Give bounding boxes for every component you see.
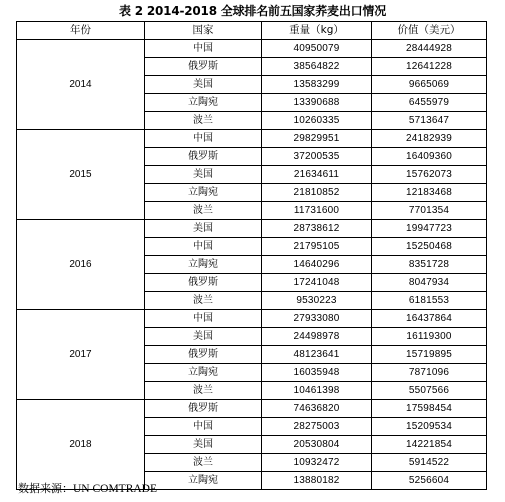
weight-cell: 14640296 — [262, 256, 372, 274]
country-cell: 美国 — [145, 328, 262, 346]
country-cell: 俄罗斯 — [145, 274, 262, 292]
weight-cell: 21634611 — [262, 166, 372, 184]
weight-cell: 28738612 — [262, 220, 372, 238]
weight-cell: 10461398 — [262, 382, 372, 400]
weight-cell: 16035948 — [262, 364, 372, 382]
table-header — [17, 22, 487, 40]
weight-cell: 13583299 — [262, 76, 372, 94]
weight-cell: 20530804 — [262, 436, 372, 454]
year-cell: 2018 — [17, 400, 145, 490]
header-weight: 重量（kg） — [262, 22, 372, 40]
weight-cell: 74636820 — [262, 400, 372, 418]
source-label: 数据来源： — [18, 482, 73, 495]
country-cell: 中国 — [145, 238, 262, 256]
weight-cell: 10260335 — [262, 112, 372, 130]
table-row — [17, 400, 487, 418]
weight-cell: 13880182 — [262, 472, 372, 490]
weight-cell: 11731600 — [262, 202, 372, 220]
header-value: 价值（美元） — [372, 22, 487, 40]
weight-cell: 21810852 — [262, 184, 372, 202]
value-cell: 24182939 — [372, 130, 487, 148]
weight-cell: 9530223 — [262, 292, 372, 310]
country-cell: 美国 — [145, 76, 262, 94]
table-row — [17, 220, 487, 238]
value-cell: 16437864 — [372, 310, 487, 328]
value-cell: 7871096 — [372, 364, 487, 382]
country-cell: 俄罗斯 — [145, 400, 262, 418]
country-cell: 中国 — [145, 418, 262, 436]
value-cell: 5713647 — [372, 112, 487, 130]
weight-cell: 48123641 — [262, 346, 372, 364]
weight-cell: 17241048 — [262, 274, 372, 292]
value-cell: 12641228 — [372, 58, 487, 76]
country-cell: 波兰 — [145, 112, 262, 130]
value-cell: 16119300 — [372, 328, 487, 346]
year-cell: 2017 — [17, 310, 145, 400]
weight-cell: 40950079 — [262, 40, 372, 58]
country-cell: 立陶宛 — [145, 94, 262, 112]
header-country: 国家 — [145, 22, 262, 40]
value-cell: 15250468 — [372, 238, 487, 256]
value-cell: 5914522 — [372, 454, 487, 472]
value-cell: 17598454 — [372, 400, 487, 418]
export-table — [16, 21, 487, 490]
value-cell: 9665069 — [372, 76, 487, 94]
country-cell: 中国 — [145, 310, 262, 328]
country-cell: 波兰 — [145, 292, 262, 310]
country-cell: 波兰 — [145, 382, 262, 400]
country-cell: 立陶宛 — [145, 184, 262, 202]
weight-cell: 24498978 — [262, 328, 372, 346]
country-cell: 立陶宛 — [145, 256, 262, 274]
country-cell: 立陶宛 — [145, 364, 262, 382]
value-cell: 6181553 — [372, 292, 487, 310]
data-source-note — [18, 482, 157, 496]
value-cell: 5256604 — [372, 472, 487, 490]
value-cell: 7701354 — [372, 202, 487, 220]
value-cell: 15719895 — [372, 346, 487, 364]
table-row — [17, 40, 487, 58]
header-year: 年份 — [17, 22, 145, 40]
weight-cell: 37200535 — [262, 148, 372, 166]
country-cell: 俄罗斯 — [145, 346, 262, 364]
table-row — [17, 310, 487, 328]
weight-cell: 28275003 — [262, 418, 372, 436]
country-cell: 美国 — [145, 436, 262, 454]
year-cell: 2016 — [17, 220, 145, 310]
country-cell: 美国 — [145, 220, 262, 238]
value-cell: 12183468 — [372, 184, 487, 202]
table-body — [17, 40, 487, 490]
value-cell: 8351728 — [372, 256, 487, 274]
value-cell: 19947723 — [372, 220, 487, 238]
source-name: UN COMTRADE — [73, 483, 158, 495]
weight-cell: 21795105 — [262, 238, 372, 256]
country-cell: 中国 — [145, 130, 262, 148]
weight-cell: 13390688 — [262, 94, 372, 112]
value-cell: 15762073 — [372, 166, 487, 184]
value-cell: 16409360 — [372, 148, 487, 166]
weight-cell: 38564822 — [262, 58, 372, 76]
country-cell: 俄罗斯 — [145, 58, 262, 76]
year-cell: 2015 — [17, 130, 145, 220]
weight-cell: 10932472 — [262, 454, 372, 472]
country-cell: 波兰 — [145, 454, 262, 472]
value-cell: 28444928 — [372, 40, 487, 58]
table-title: 表 2 2014-2018 全球排名前五国家荞麦出口情况 — [118, 4, 387, 18]
value-cell: 6455979 — [372, 94, 487, 112]
value-cell: 8047934 — [372, 274, 487, 292]
weight-cell: 27933080 — [262, 310, 372, 328]
year-cell: 2014 — [17, 40, 145, 130]
weight-cell: 29829951 — [262, 130, 372, 148]
country-cell: 立陶宛 — [145, 472, 262, 490]
table-row — [17, 130, 487, 148]
header-row — [17, 22, 487, 40]
country-cell: 中国 — [145, 40, 262, 58]
value-cell: 15209534 — [372, 418, 487, 436]
country-cell: 美国 — [145, 166, 262, 184]
country-cell: 俄罗斯 — [145, 148, 262, 166]
value-cell: 14221854 — [372, 436, 487, 454]
value-cell: 5507566 — [372, 382, 487, 400]
country-cell: 波兰 — [145, 202, 262, 220]
